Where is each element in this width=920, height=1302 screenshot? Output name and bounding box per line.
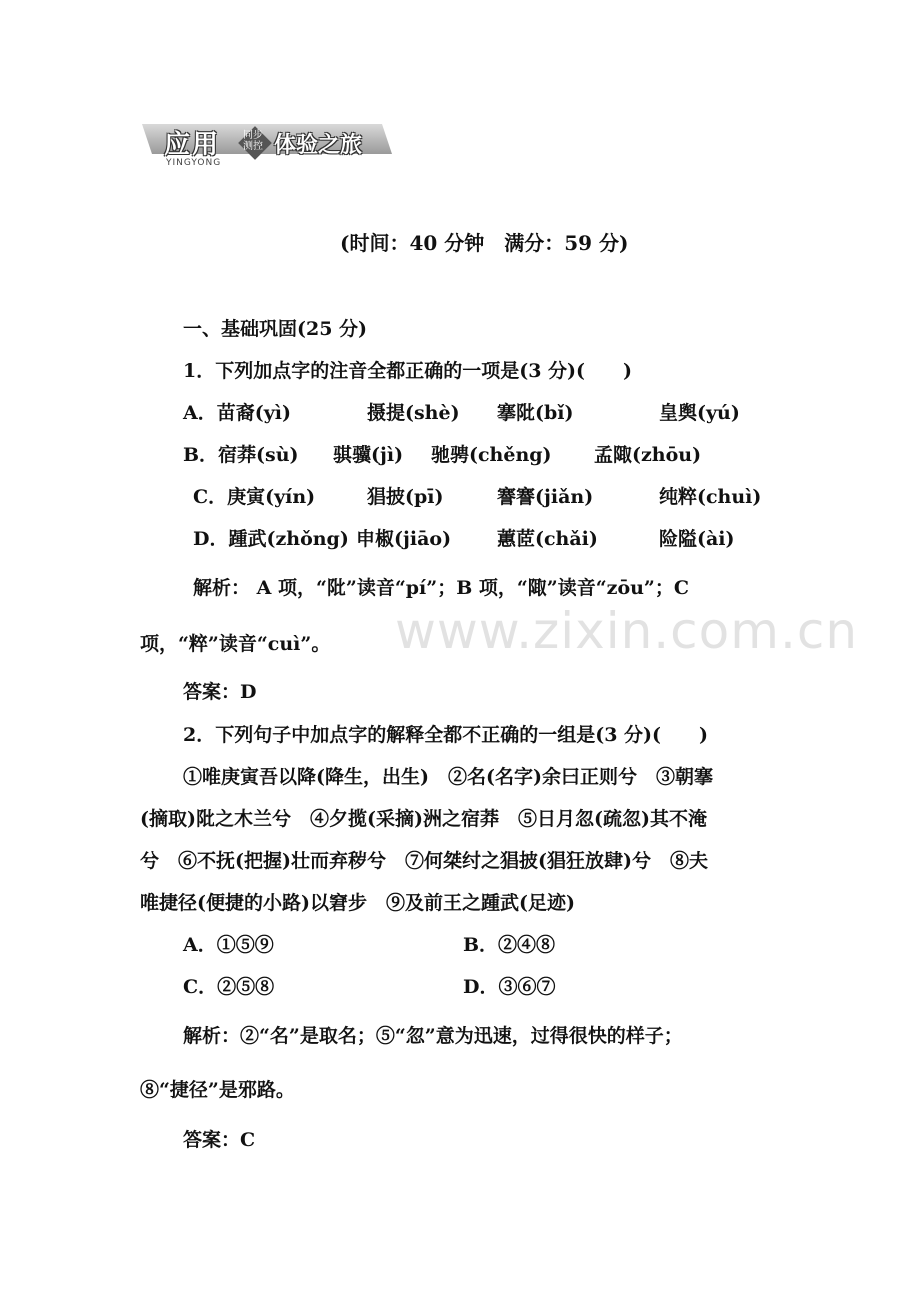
q1-analysis-line1: 解析： A 项，“阰”读音“pí”；B 项，“陬”读音“zōu”；C xyxy=(193,577,689,599)
q1-option-c-1: C．庚寅(yín) xyxy=(193,486,316,508)
section-title: 一、基础巩固(25 分) xyxy=(183,318,368,340)
q1-stem: 1．下列加点字的注音全都正确的一项是(3 分)( ) xyxy=(183,360,633,382)
q2-option-d: D．③⑥⑦ xyxy=(463,976,556,998)
q1-option-d-1: D．踵武(zhǒng) xyxy=(193,528,349,550)
q2-option-c: C．②⑤⑧ xyxy=(183,976,275,998)
watermark: www.zixin.com.cn xyxy=(395,602,859,660)
banner-main-text: 应用 xyxy=(164,130,221,160)
q1-option-b-3: 驰骋(chěng) xyxy=(431,444,552,466)
banner-subtitle: 体验之旅 xyxy=(274,133,363,158)
q2-line-1: ①唯庚寅吾以降(降生，出生) ②名(名字)余曰正则兮 ③朝搴 xyxy=(183,766,713,788)
q1-option-d-4: 险隘(ài) xyxy=(659,528,735,550)
q1-option-b-1: B．宿莽(sù) xyxy=(183,444,299,466)
q1-option-a-3: 搴阰(bǐ) xyxy=(497,402,574,424)
q2-answer: 答案：C xyxy=(183,1129,256,1151)
q1-option-a-2: 摄提(shè) xyxy=(367,402,460,424)
section-banner xyxy=(142,120,394,172)
q1-option-d-3: 蕙茝(chǎi) xyxy=(497,528,598,550)
q1-option-b-4: 孟陬(zhōu) xyxy=(594,444,702,466)
q1-option-c-3: 謇謇(jiǎn) xyxy=(497,486,594,508)
q2-analysis-line1: 解析：②“名”是取名；⑤“忽”意为迅速，过得很快的样子； xyxy=(183,1025,683,1047)
q2-line-3: 兮 ⑥不抚(把握)壮而弃秽兮 ⑦何桀纣之猖披(猖狂放肆)兮 ⑧夫 xyxy=(140,850,708,872)
q2-line-4: 唯捷径(便捷的小路)以窘步 ⑨及前王之踵武(足迹) xyxy=(140,892,575,914)
q2-option-b: B．②④⑧ xyxy=(463,934,556,956)
q1-option-b-2: 骐骥(jì) xyxy=(333,444,404,466)
banner-small-text: 同步测控 xyxy=(243,130,263,152)
q1-answer: 答案：D xyxy=(183,681,257,703)
q1-option-a-4: 皇舆(yú) xyxy=(659,402,740,424)
q1-option-d-2: 申椒(jiāo) xyxy=(356,528,452,550)
q1-option-a-1: A．苗裔(yì) xyxy=(183,402,291,424)
time-score-header: (时间：40 分钟 满分：59 分) xyxy=(340,231,629,255)
q2-option-a: A．①⑤⑨ xyxy=(183,934,274,956)
q1-analysis-line2: 项，“粹”读音“cuì”。 xyxy=(140,633,331,655)
banner-pinyin: YINGYONG xyxy=(166,158,222,168)
q2-line-2: (摘取)阰之木兰兮 ④夕揽(采摘)洲之宿莽 ⑤日月忽(疏忽)其不淹 xyxy=(140,808,707,830)
q1-option-c-4: 纯粹(chuì) xyxy=(659,486,762,508)
q2-analysis-line2: ⑧“捷径”是邪路。 xyxy=(140,1079,295,1101)
q1-option-c-2: 猖披(pī) xyxy=(367,486,444,508)
q2-stem: 2．下列句子中加点字的解释全都不正确的一组是(3 分)( ) xyxy=(183,724,709,746)
